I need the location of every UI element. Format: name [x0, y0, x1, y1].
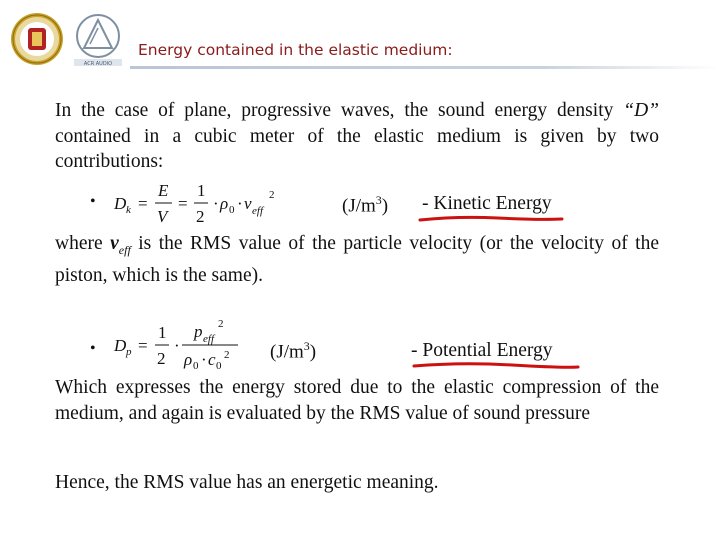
university-seal-logo: [10, 12, 64, 66]
svg-text:2: 2: [196, 207, 205, 226]
kinetic-unit: $(J/m^3)$: [342, 193, 389, 217]
svg-text:0: 0: [229, 204, 235, 216]
potential-energy-label: - Potential Energy: [411, 340, 553, 361]
svg-text:·: ·: [237, 194, 243, 213]
potential-energy-equation: [112, 318, 262, 374]
svg-text:eff: eff: [203, 333, 214, 345]
svg-text:=: =: [138, 336, 148, 355]
kinetic-energy-label: - Kinetic Energy: [422, 193, 552, 214]
svg-text:2: 2: [218, 318, 224, 330]
svg-text:0: 0: [193, 360, 199, 372]
potential-unit: $(J/m^3)$: [270, 339, 317, 363]
potential-underline: [412, 360, 580, 372]
svg-text:·: ·: [174, 336, 180, 355]
svg-text:D: D: [114, 336, 127, 355]
svg-text:2: 2: [157, 349, 166, 368]
svg-text:eff: eff: [252, 205, 263, 217]
compression-paragraph: Which expresses the energy stored due to the elastic compression of the medium, and again is evaluated by the RMS value of sound pressure: [55, 377, 659, 424]
svg-text:0: 0: [216, 360, 222, 372]
svg-text:·: ·: [201, 350, 207, 369]
svg-text:ρ: ρ: [220, 194, 229, 213]
title-divider: [130, 66, 720, 69]
svg-text:=: =: [138, 194, 148, 213]
svg-text:2: 2: [224, 349, 230, 361]
svg-text:k: k: [126, 204, 131, 216]
svg-text:E: E: [158, 181, 169, 200]
slide-title: Energy contained in the elastic medium:: [138, 41, 453, 59]
svg-text:D: D: [114, 194, 127, 213]
bullet-potential: •: [90, 340, 96, 357]
svg-text:2: 2: [269, 189, 275, 201]
acr-audio-logo: [68, 12, 128, 68]
svg-text:1: 1: [197, 181, 206, 200]
svg-text:ρ: ρ: [184, 350, 193, 369]
intro-paragraph: In the case of plane, progressive waves, the sound energy density “D” contained in a cubic meter of the elastic medium is given by two contributions:: [55, 100, 659, 172]
svg-text:V: V: [157, 207, 168, 226]
svg-text:p: p: [126, 346, 132, 358]
svg-text:=: =: [178, 194, 188, 213]
svg-text:p: p: [194, 322, 203, 341]
svg-text:ACR AUDIO: ACR AUDIO: [83, 61, 113, 67]
kinetic-energy-equation: [112, 178, 282, 230]
svg-text:1: 1: [158, 323, 167, 342]
header: [0, 0, 720, 72]
kinetic-underline: [418, 213, 564, 225]
bullet-kinetic: •: [90, 193, 96, 210]
svg-text:c: c: [208, 350, 216, 369]
svg-text:v: v: [244, 194, 252, 213]
svg-text:·: ·: [213, 194, 219, 213]
velocity-paragraph: where $v_{eff}$ is the RMS value of the particle velocity (or the velocity of the piston, which is the same).: [55, 233, 660, 287]
conclusion-paragraph: Hence, the RMS value has an energetic meaning.: [55, 472, 439, 493]
